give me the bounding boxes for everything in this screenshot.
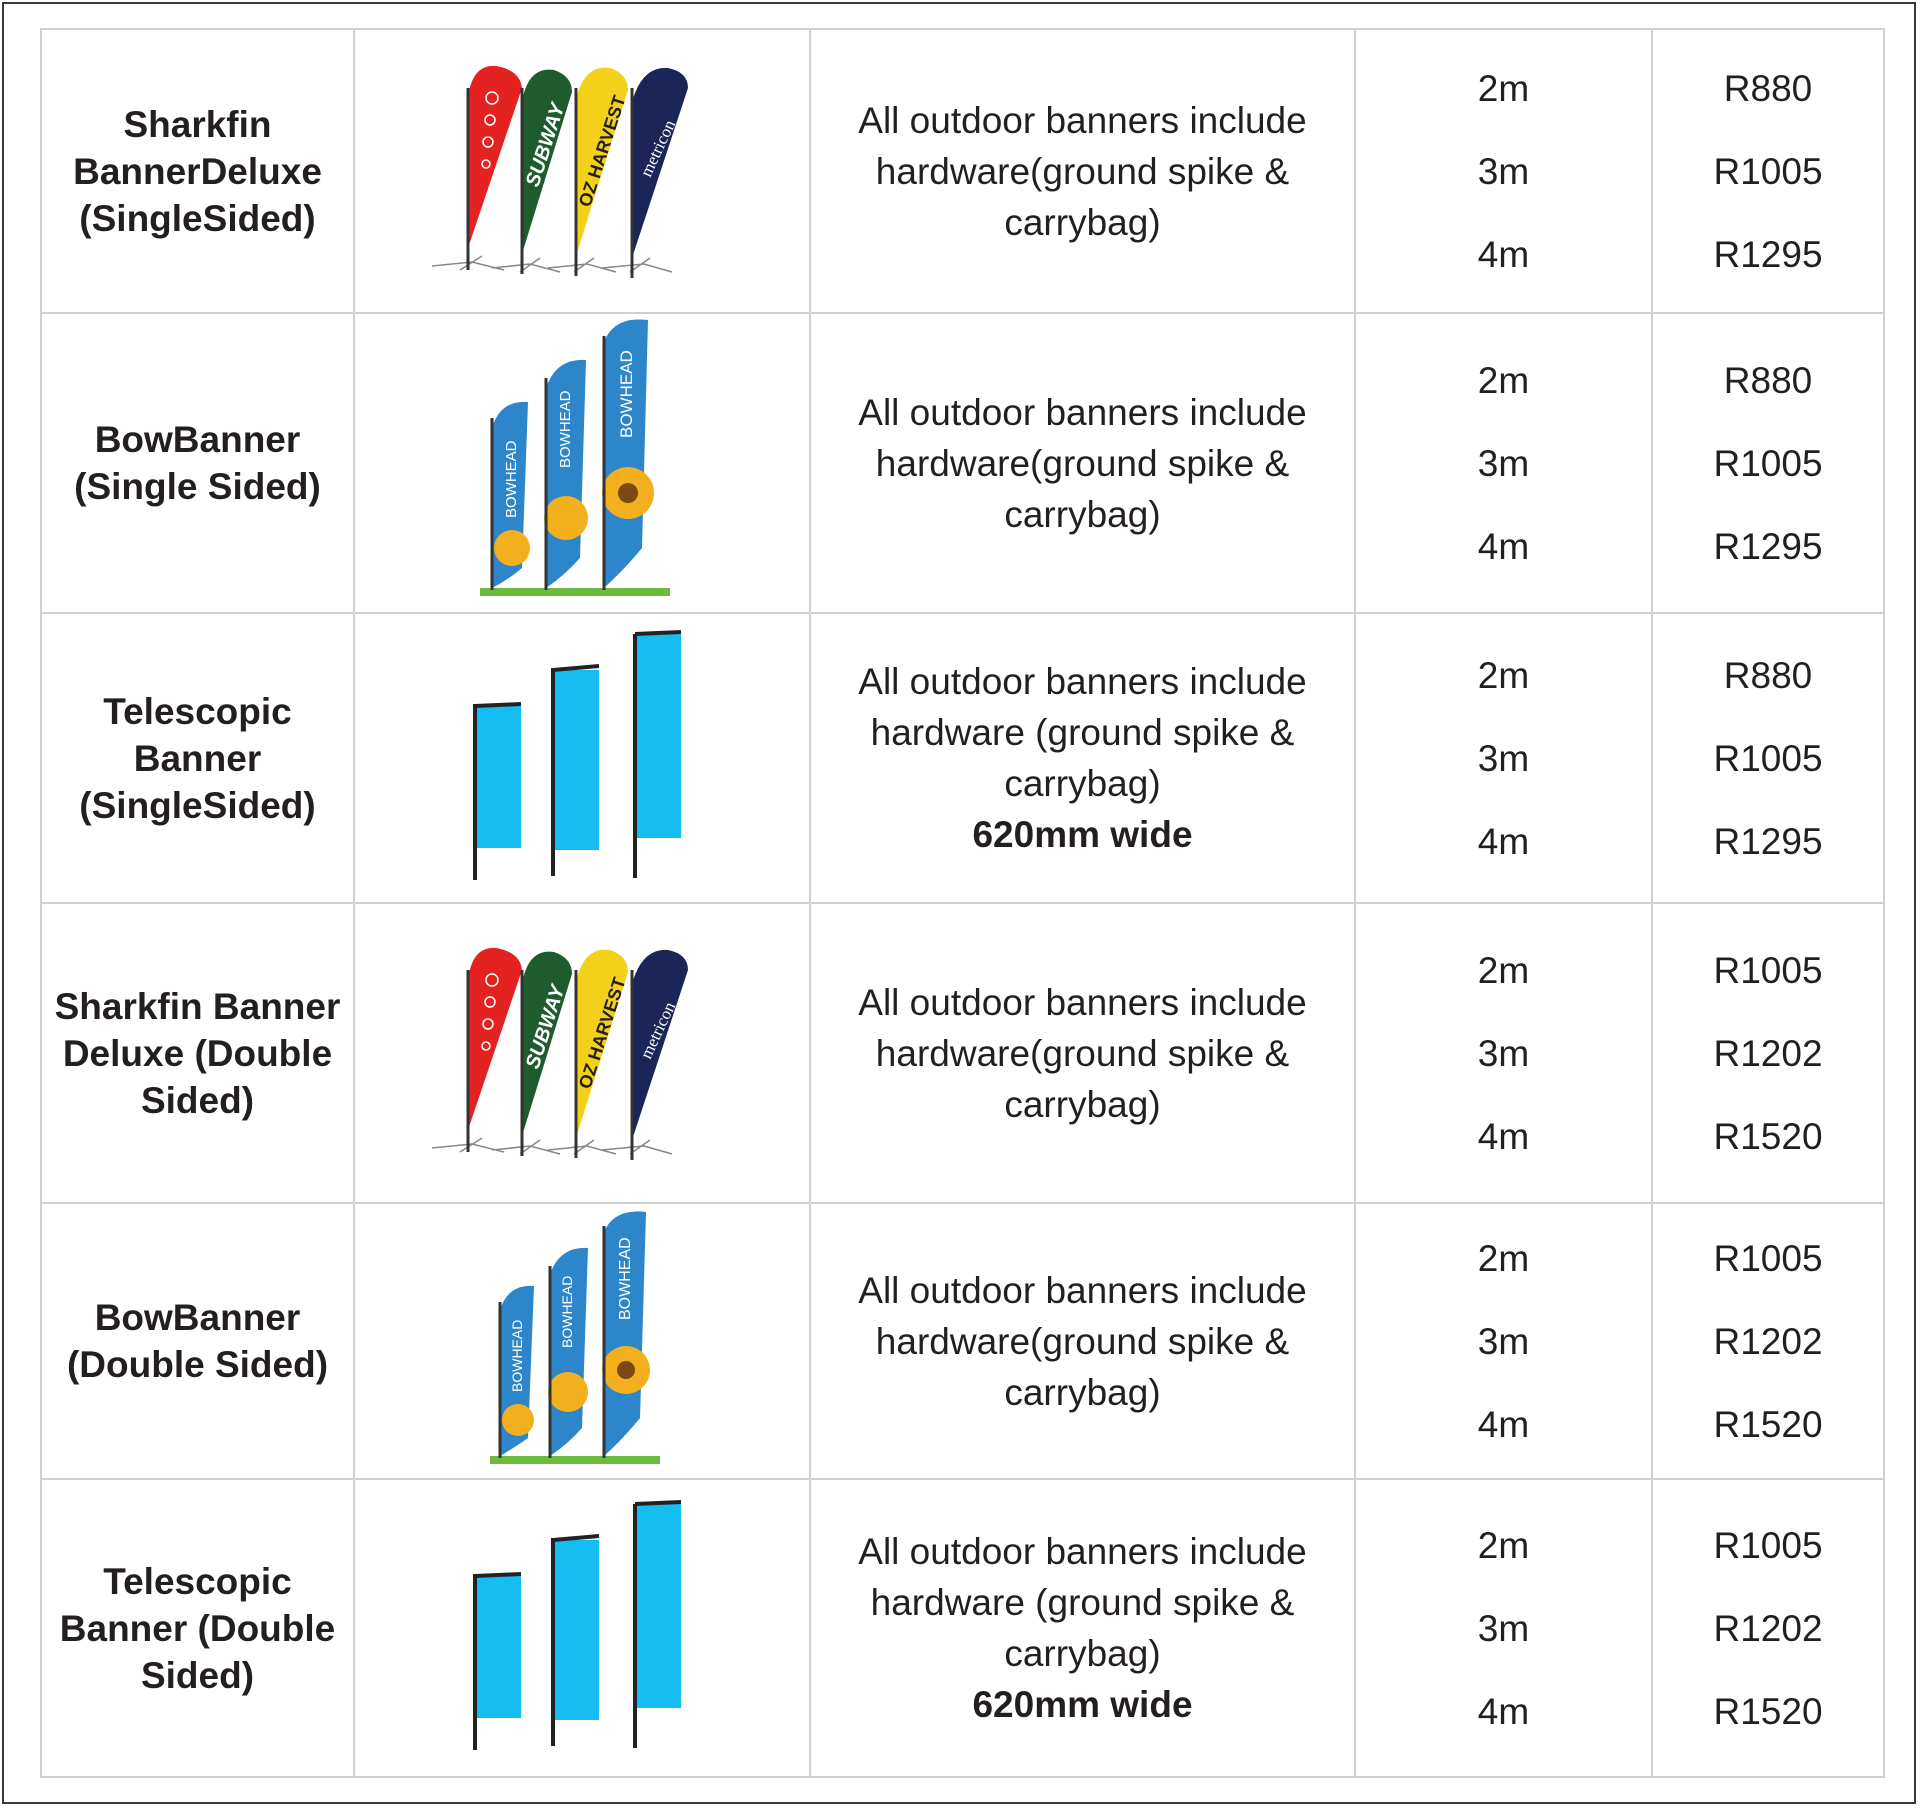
size-option: 4m (1477, 1690, 1530, 1732)
product-name: Sharkfin BannerDeluxe (SingleSided) (73, 103, 322, 239)
width-note: 620mm wide (972, 1684, 1193, 1725)
price-value: R880 (1723, 67, 1813, 109)
subway-logo-text: SUBWAY (521, 982, 570, 1072)
product-name: Sharkfin Banner Deluxe (Double Sided) (54, 985, 341, 1121)
banner-price-table (40, 28, 1885, 1778)
price-value: R1005 (1713, 1237, 1823, 1279)
product-name: Telescopic Banner (SingleSided) (79, 690, 316, 826)
size-option: 3m (1477, 1032, 1530, 1074)
size-option: 2m (1477, 654, 1530, 696)
product-image-cell (354, 29, 810, 313)
size-option: 4m (1477, 233, 1530, 275)
price-value: R880 (1723, 654, 1813, 696)
bowhead-logo-text: BOWHEAD (509, 1319, 525, 1392)
description-text: All outdoor banners include hardware(ground spike & carrybag) (858, 391, 1307, 535)
bow-banners-image (355, 1210, 809, 1472)
product-name: BowBanner (Double Sided) (66, 1297, 329, 1385)
description-cell (810, 1203, 1355, 1479)
bowhead-logo-text: BOWHEAD (559, 1275, 575, 1348)
product-image-cell (354, 613, 810, 903)
price-value: R1295 (1713, 233, 1823, 275)
description-cell (810, 613, 1355, 903)
product-name-cell (41, 29, 354, 313)
size-option: 3m (1477, 442, 1530, 484)
price-value: R1520 (1713, 1403, 1823, 1445)
prices-cell (1652, 613, 1884, 903)
product-name: BowBanner (Single Sided) (74, 419, 321, 507)
price-value: R1202 (1713, 1320, 1823, 1362)
size-option: 2m (1477, 359, 1530, 401)
bowhead-logo-text: BOWHEAD (557, 390, 574, 468)
description-text: All outdoor banners include hardware (ground spike & carrybag) (858, 1531, 1307, 1674)
bowhead-logo-text: BOWHEAD (617, 350, 636, 438)
description-text: All outdoor banners include hardware (ground spike & carrybag) (858, 661, 1307, 804)
size-option: 4m (1477, 525, 1530, 567)
size-option: 3m (1477, 737, 1530, 779)
table-row (41, 903, 1884, 1203)
size-option: 2m (1477, 67, 1530, 109)
price-value: R1005 (1713, 1524, 1823, 1566)
product-name-cell (41, 613, 354, 903)
product-image-cell (354, 1203, 810, 1479)
size-option: 3m (1477, 1607, 1530, 1649)
table-row (41, 29, 1884, 313)
description-cell (810, 29, 1355, 313)
prices-cell (1652, 1479, 1884, 1777)
product-image-cell (354, 903, 810, 1203)
sharkfin-banners-image (355, 58, 809, 284)
description-cell (810, 1479, 1355, 1777)
sizes-cell (1355, 313, 1652, 613)
prices-cell (1652, 1203, 1884, 1479)
table-row (41, 1203, 1884, 1479)
product-image-cell (354, 313, 810, 613)
description-cell (810, 903, 1355, 1203)
product-name-cell (41, 1203, 354, 1479)
description-cell (810, 313, 1355, 613)
size-option: 4m (1477, 820, 1530, 862)
width-note: 620mm wide (972, 814, 1193, 855)
prices-cell (1652, 29, 1884, 313)
sizes-cell (1355, 1203, 1652, 1479)
oz-harvest-logo-text: OZ HARVEST (574, 975, 630, 1092)
price-value: R1005 (1713, 949, 1823, 991)
product-name: Telescopic Banner (Double Sided) (59, 1560, 336, 1696)
sizes-cell (1355, 29, 1652, 313)
bow-banners-image (355, 318, 809, 608)
size-option: 4m (1477, 1115, 1530, 1157)
description-text: All outdoor banners include hardware(ground spike & carrybag) (858, 99, 1307, 243)
bowhead-logo-text: BOWHEAD (503, 440, 520, 518)
price-value: R1520 (1713, 1690, 1823, 1732)
bowhead-logo-text: BOWHEAD (617, 1237, 634, 1320)
table-row (41, 1479, 1884, 1777)
table-row (41, 313, 1884, 613)
metricon-logo-text: metricon (636, 998, 680, 1062)
subway-logo-text: SUBWAY (521, 100, 570, 190)
price-value: R1202 (1713, 1607, 1823, 1649)
price-value: R1295 (1713, 820, 1823, 862)
price-value: R1005 (1713, 737, 1823, 779)
product-name-cell (41, 313, 354, 613)
sharkfin-banners-image (355, 940, 809, 1166)
description-text: All outdoor banners include hardware(ground spike & carrybag) (858, 1269, 1307, 1413)
size-option: 2m (1477, 949, 1530, 991)
sizes-cell (1355, 613, 1652, 903)
price-value: R1520 (1713, 1115, 1823, 1157)
oz-harvest-logo-text: OZ HARVEST (574, 93, 630, 210)
metricon-logo-text: metricon (636, 116, 680, 180)
product-name-cell (41, 903, 354, 1203)
table-row (41, 613, 1884, 903)
price-value: R1202 (1713, 1032, 1823, 1074)
description-text: All outdoor banners include hardware(ground spike & carrybag) (858, 981, 1307, 1125)
size-option: 3m (1477, 150, 1530, 192)
price-value: R1295 (1713, 525, 1823, 567)
size-option: 2m (1477, 1237, 1530, 1279)
size-option: 4m (1477, 1403, 1530, 1445)
telescopic-banners-image (355, 1500, 809, 1756)
telescopic-banners-image (355, 630, 809, 886)
price-value: R880 (1723, 359, 1813, 401)
product-name-cell (41, 1479, 354, 1777)
prices-cell (1652, 313, 1884, 613)
product-image-cell (354, 1479, 810, 1777)
size-option: 3m (1477, 1320, 1530, 1362)
price-value: R1005 (1713, 150, 1823, 192)
sizes-cell (1355, 903, 1652, 1203)
price-value: R1005 (1713, 442, 1823, 484)
sizes-cell (1355, 1479, 1652, 1777)
size-option: 2m (1477, 1524, 1530, 1566)
prices-cell (1652, 903, 1884, 1203)
